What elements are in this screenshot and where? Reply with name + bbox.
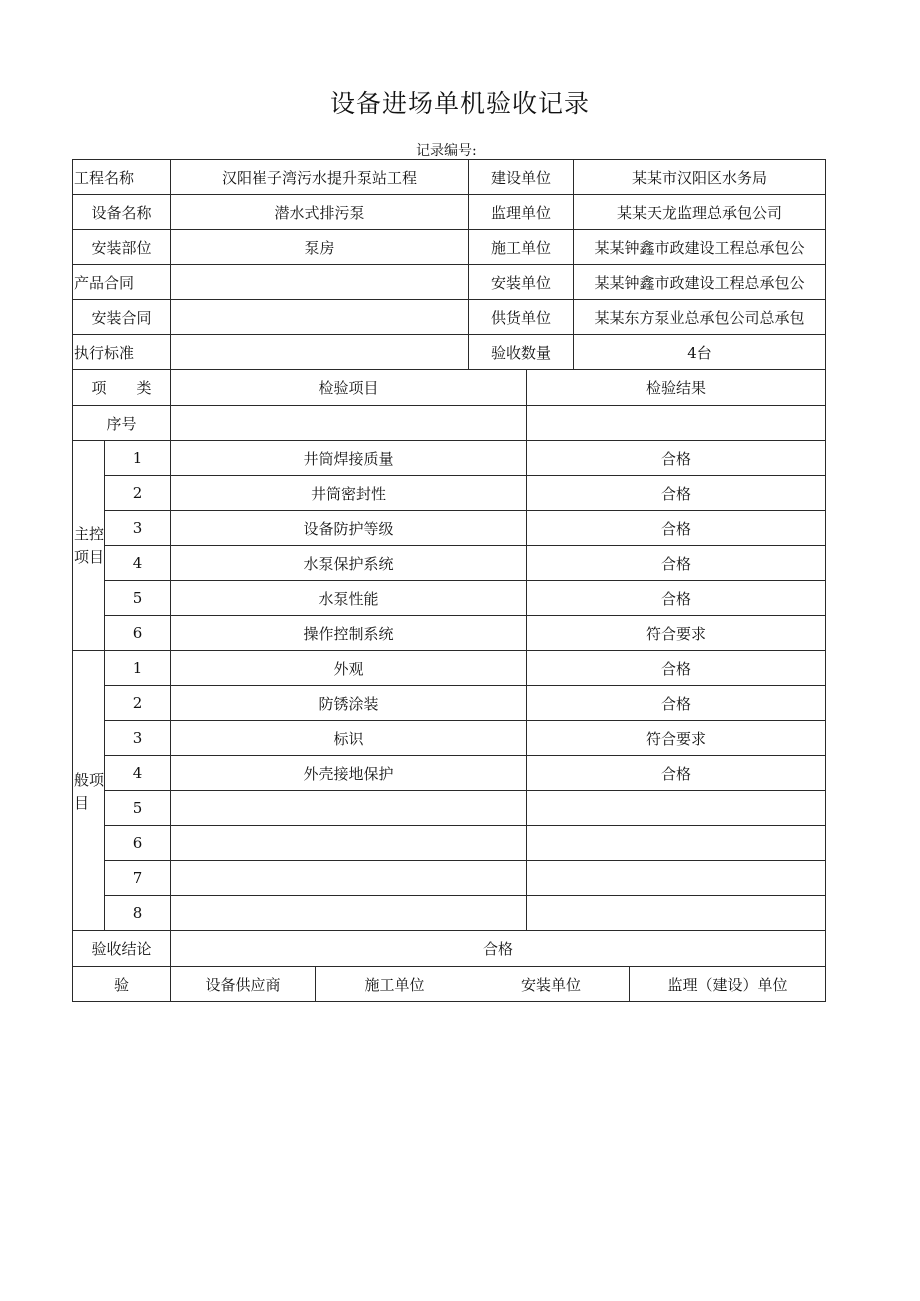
general-row-7-item <box>171 861 526 895</box>
construction-unit-label: 施工单位 <box>490 238 551 257</box>
main-row-2-no: 2 <box>132 484 143 502</box>
general-label-line2: 目 <box>74 794 90 812</box>
main-row-1-no: 1 <box>132 449 143 467</box>
supplier-label: 供货单位 <box>490 308 551 327</box>
general-row-3-no: 3 <box>132 729 143 747</box>
main-row-6-item: 操作控制系统 <box>303 624 394 643</box>
general-row-6-result <box>527 826 825 860</box>
main-row-3-no: 3 <box>132 519 143 537</box>
main-row-5-result: 合格 <box>660 589 691 608</box>
main-row-4-item: 水泵保护系统 <box>303 554 394 573</box>
quantity-value: 4台 <box>687 343 712 362</box>
main-control-group-label <box>74 523 104 569</box>
sign-install: 安装单位 <box>520 975 581 994</box>
product-contract-label: 产品合同 <box>74 273 135 292</box>
supplier-value: 某某东方泵业总承包公司总承包 <box>594 308 805 327</box>
general-row-7-result <box>527 861 825 895</box>
main-control-label-line1: 主控 <box>74 525 105 543</box>
install-unit-label: 安装单位 <box>490 273 551 292</box>
grid-line <box>825 159 826 1002</box>
project-name-value: 汉阳崔子湾污水提升泵站工程 <box>221 168 417 187</box>
main-row-1-result: 合格 <box>660 449 691 468</box>
general-row-4-result: 合格 <box>660 764 691 783</box>
main-row-4-result: 合格 <box>660 554 691 573</box>
acceptance-table <box>72 159 826 1002</box>
general-row-5-item <box>171 791 526 825</box>
supervisor-label: 监理单位 <box>490 203 551 222</box>
general-row-7-no: 7 <box>132 869 143 887</box>
product-contract-value <box>171 265 468 299</box>
general-row-8-no: 8 <box>132 904 143 922</box>
grid-line <box>72 1001 826 1002</box>
install-contract-value <box>171 300 468 334</box>
main-control-label-line2: 项目 <box>74 548 105 566</box>
general-row-4-no: 4 <box>132 764 143 782</box>
sequence-header: 序号 <box>106 414 137 433</box>
general-row-2-item: 防锈涂装 <box>318 694 379 713</box>
main-row-2-result: 合格 <box>660 484 691 503</box>
document-title: 设备进场单机验收记录 <box>329 89 590 118</box>
general-row-6-item <box>171 826 526 860</box>
category-header: 项 类 <box>91 379 152 397</box>
main-row-2-item: 井筒密封性 <box>310 484 386 503</box>
item-header: 检验项目 <box>318 379 379 397</box>
general-row-2-no: 2 <box>132 694 143 712</box>
supervisor-value: 某某天龙监理总承包公司 <box>616 203 782 222</box>
general-row-1-no: 1 <box>132 659 143 677</box>
general-row-8-item <box>171 896 526 930</box>
standard-label: 执行标准 <box>74 343 135 362</box>
sign-supplier: 设备供应商 <box>205 975 281 994</box>
general-label-line1: 般项 <box>74 771 105 789</box>
main-row-6-no: 6 <box>132 624 143 642</box>
equipment-name-label: 设备名称 <box>91 203 152 222</box>
main-row-6-result: 符合要求 <box>645 624 706 643</box>
general-row-6-no: 6 <box>132 834 143 852</box>
sign-label: 验 <box>113 975 129 994</box>
standard-value <box>171 335 468 369</box>
general-row-5-no: 5 <box>132 799 143 817</box>
result-header: 检验结果 <box>645 379 706 397</box>
record-number-label: 记录编号: <box>416 143 477 159</box>
builder-label: 建设单位 <box>490 168 551 187</box>
general-group-label <box>74 769 104 815</box>
install-location-label: 安装部位 <box>91 238 152 257</box>
main-row-1-item: 井筒焊接质量 <box>303 449 394 468</box>
install-contract-label: 安装合同 <box>91 308 152 327</box>
grid-line <box>72 405 826 406</box>
general-row-1-item: 外观 <box>333 659 364 678</box>
main-row-5-no: 5 <box>132 589 143 607</box>
construction-unit-value: 某某钟鑫市政建设工程总承包公 <box>594 238 805 257</box>
general-row-2-result: 合格 <box>660 694 691 713</box>
general-row-1-result: 合格 <box>660 659 691 678</box>
project-name-label: 工程名称 <box>74 168 135 187</box>
general-row-3-result: 符合要求 <box>645 729 706 748</box>
conclusion-label: 验收结论 <box>91 940 152 958</box>
general-row-8-result <box>527 896 825 930</box>
main-row-3-item: 设备防护等级 <box>303 519 394 538</box>
general-row-3-item: 标识 <box>333 729 364 748</box>
install-location-value: 泵房 <box>304 238 335 257</box>
main-row-3-result: 合格 <box>660 519 691 538</box>
general-row-5-result <box>527 791 825 825</box>
builder-value: 某某市汉阳区水务局 <box>631 168 767 187</box>
sign-supervision: 监理（建设）单位 <box>667 975 788 994</box>
general-row-4-item: 外壳接地保护 <box>303 764 394 783</box>
quantity-label: 验收数量 <box>490 343 551 362</box>
main-row-4-no: 4 <box>132 554 143 572</box>
sign-construction: 施工单位 <box>364 975 425 994</box>
equipment-name-value: 潜水式排污泵 <box>274 203 365 222</box>
install-unit-value: 某某钟鑫市政建设工程总承包公 <box>594 273 805 292</box>
conclusion-value: 合格 <box>482 940 513 958</box>
grid-line <box>72 159 73 1002</box>
main-row-5-item: 水泵性能 <box>318 589 379 608</box>
